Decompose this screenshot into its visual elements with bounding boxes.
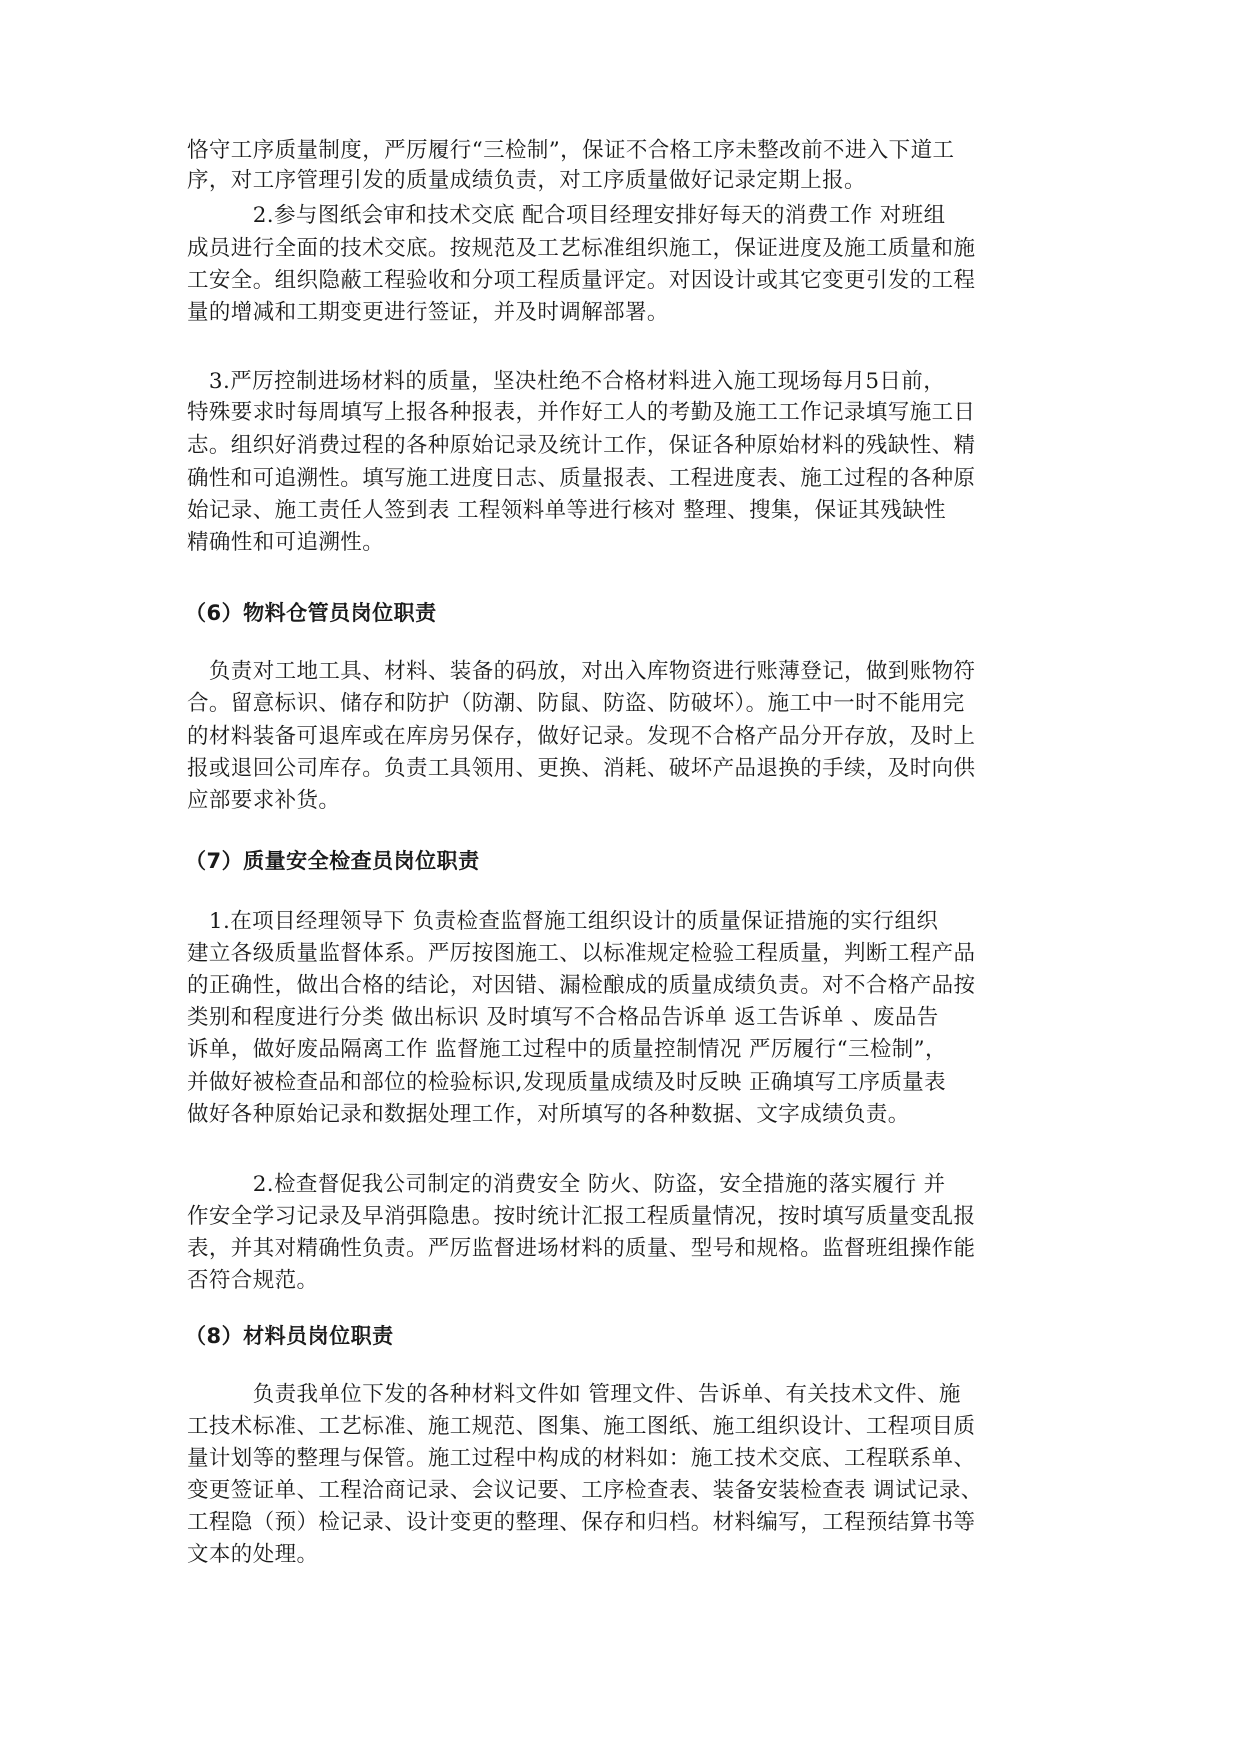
- text-line: 否符合规范。: [187, 1268, 319, 1293]
- section-heading: （8）材料员岗位职责: [185, 1324, 394, 1348]
- text-line: 工技术标准、工艺标准、施工规范、图集、施工图纸、施工组织设计、工程项目质: [187, 1414, 976, 1439]
- text-line: 量计划等的整理与保管。施工过程中构成的材料如：施工技术交底、工程联系单、: [187, 1446, 976, 1471]
- text-line: 精确性和可追溯性。: [187, 530, 385, 555]
- text-line: 文本的处理。: [187, 1542, 319, 1567]
- text-line: 2.检查督促我公司制定的消费安全 防火、防盗，安全措施的落实履行 并: [187, 1172, 946, 1197]
- text-line: 2.参与图纸会审和技术交底 配合项目经理安排好每天的消费工作 对班组: [187, 203, 946, 228]
- text-line: 的正确性，做出合格的结论，对因错、漏检酿成的质量成绩负责。对不合格产品按: [187, 973, 976, 998]
- text-line: 建立各级质量监督体系。严厉按图施工、以标准规定检验工程质量，判断工程产品: [187, 941, 976, 966]
- text-line: 成员进行全面的技术交底。按规范及工艺标准组织施工，保证进度及施工质量和施: [187, 236, 976, 261]
- text-line: 并做好被检查品和部位的检验标识,发现质量成绩及时反映 正确填写工序质量表: [187, 1070, 947, 1095]
- text-line: 表，并其对精确性负责。严厉监督进场材料的质量、型号和规格。监督班组操作能: [187, 1236, 976, 1261]
- text-line: 序，对工序管理引发的质量成绩负责，对工序质量做好记录定期上报。: [187, 168, 866, 193]
- text-line: 变更签证单、工程洽商记录、会议记要、工序检查表、装备安装检查表 调试记录、: [187, 1478, 983, 1503]
- text-line: 应部要求补货。: [187, 788, 341, 813]
- text-line: 特殊要求时每周填写上报各种报表，并作好工人的考勤及施工工作记录填写施工日: [187, 400, 976, 425]
- text-line: 诉单，做好废品隔离工作 监督施工过程中的质量控制情况 严厉履行“三检制”，: [187, 1037, 947, 1062]
- text-line: 做好各种原始记录和数据处理工作，对所填写的各种数据、文字成绩负责。: [187, 1102, 910, 1127]
- text-line: 类别和程度进行分类 做出标识 及时填写不合格品告诉单 返工告诉单 、废品告: [187, 1005, 939, 1030]
- section-heading: （6）物料仓管员岗位职责: [185, 601, 437, 625]
- text-line: 1.在项目经理领导下 负责检查监督施工组织设计的质量保证措施的实行组织: [187, 909, 939, 934]
- text-line: 负责我单位下发的各种材料文件如 管理文件、告诉单、有关技术文件、施: [187, 1382, 961, 1407]
- text-line: 确性和可追溯性。填写施工进度日志、质量报表、工程进度表、施工过程的各种原: [187, 466, 976, 491]
- text-line: 始记录、施工责任人签到表 工程领料单等进行核对 整理、搜集，保证其残缺性: [187, 498, 947, 523]
- text-line: 负责对工地工具、材料、装备的码放，对出入库物资进行账薄登记，做到账物符: [187, 659, 976, 684]
- text-line: 作安全学习记录及早消弭隐患。按时统计汇报工程质量情况，按时填写质量变乱报: [187, 1204, 976, 1229]
- text-line: 工程隐（预）检记录、设计变更的整理、保存和归档。材料编写，工程预结算书等: [187, 1510, 976, 1535]
- text-line: 志。组织好消费过程的各种原始记录及统计工作，保证各种原始材料的残缺性、精: [187, 433, 976, 458]
- text-line: 报或退回公司库存。负责工具领用、更换、消耗、破坏产品退换的手续，及时向供: [187, 756, 976, 781]
- text-line: 工安全。组织隐蔽工程验收和分项工程质量评定。对因设计或其它变更引发的工程: [187, 268, 976, 293]
- text-line: 3.严厉控制进场材料的质量，坚决杜绝不合格材料进入施工现场每月5日前，: [187, 369, 946, 394]
- text-line: 合。留意标识、储存和防护（防潮、防鼠、防盗、防破坏）。施工中一时不能用完: [187, 691, 965, 716]
- section-heading: （7）质量安全检查员岗位职责: [185, 849, 480, 873]
- text-line: 恪守工序质量制度，严厉履行“三检制”，保证不合格工序未整改前不进入下道工: [187, 138, 955, 163]
- text-line: 量的增减和工期变更进行签证，并及时调解部署。: [187, 300, 669, 325]
- text-line: 的材料装备可退库或在库房另保存，做好记录。发现不合格产品分开存放，及时上: [187, 724, 976, 749]
